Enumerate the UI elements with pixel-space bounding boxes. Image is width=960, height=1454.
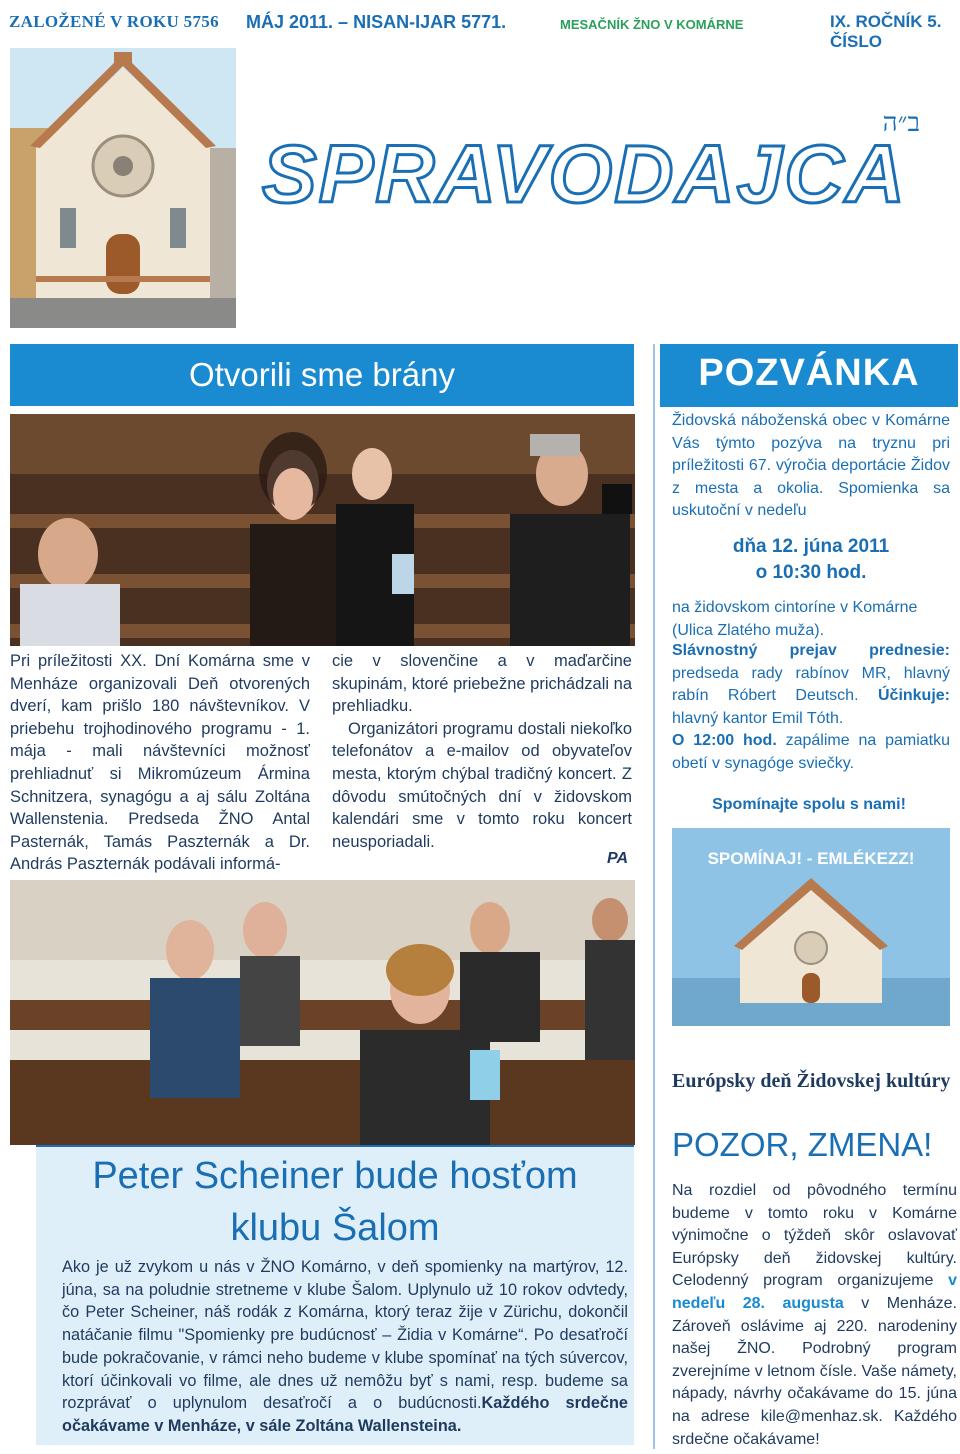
culture-day-weekday: v nedeľu: [672, 1272, 957, 1312]
culture-day-body-1: Na rozdiel od pôvodného termínu budeme v tomto roku v Komárne výnimočne o týždeň skôr oslavovať Európsky deň židovskej kultúry. Celodenný program organizujeme: [672, 1182, 957, 1290]
article-column-left: Pri príležitosti XX. Dní Komárna sme v Menháze organizovali Deň otvorených dverí, kam prišlo 180 návštevníkov. V priebehu trojhodinového programu - 1. mája - mali návštevníci možnosť prehliadnuť si Mikromúzeum Ármina Schnitzera, synagógu a aj sálu Zoltána Wallenstenia. Predseda ŽNO Antal Pasternák, Tamás Paszternák a Dr. András Paszternák podávali informá-: [10, 652, 310, 874]
issue-date: MÁJ 2011. – NISAN-IJAR 5771.: [246, 12, 507, 32]
club-article-text: [62, 1256, 628, 1438]
masthead-logo: [254, 130, 944, 220]
remembrance-poster: [672, 828, 950, 1026]
invite-text: Židovská náboženská obec v Komárne Vás týmto pozýva na tryznu pri príležitosti 67. výročia deportácie Židov z mesta a okolia. Spomienka sa uskutoční v nedeľu: [672, 412, 950, 520]
article-signature: PA: [607, 850, 629, 867]
club-article-body: Ako je už zvykom u nás v ŽNO Komárno, v deň spomienky na martýrov, 12. júna, sa na poludnie stretneme v klube Šalom. Uplynulo už 10 rokov odvtedy, čo Peter Scheiner, náš rodák z Komárna, ktorý teraz žije v Zürichu, dokončil natáčanie filmu "Spomienky pre budúcnosť – Židia v Komárne“. Po desaťročí bude pokračovanie, v rámci neho budeme v klube spomínať na tých súvercov, ktorí účinkovali vo filme, ale dnes už nemôžu byť s nami, resp. budeme sa rozprávať o uplynulom desaťročí a o budúcnosti.: [62, 1258, 628, 1413]
club-article-invitation: Každého srdečne očakávame v Menháze, v sále Zoltána Wallensteina.: [62, 1394, 628, 1435]
club-article-title: [36, 1150, 634, 1254]
masthead-title: SPRAVODAJCA: [262, 130, 907, 220]
article-title: Otvorili sme brány: [189, 356, 455, 393]
synagogue-photo: [10, 48, 236, 328]
article-column-middle: [332, 650, 632, 853]
culture-day-alert: POZOR, ZMENA!: [672, 1126, 933, 1163]
founded-label: ZALOŽENÉ V ROKU 5756: [9, 12, 219, 31]
invite-speaker: predseda rady rabínov MR, hlavný rabín Róbert Deutsch.: [672, 664, 950, 705]
invite-performer: hlavný kantor Emil Tóth.: [672, 709, 844, 727]
audience-photo: [10, 880, 635, 1145]
publication-type: MESAČNÍK ŽNO V KOMÁRNE: [560, 17, 744, 32]
invite-date: dňa 12. júna 2011: [732, 536, 890, 557]
article-paragraph: cie v slovenčine a v maďarčine skupinám, ktoré priebežne prichádzali na prehliadku.: [332, 652, 632, 716]
column-divider: [653, 344, 655, 1449]
invite-remember: Spomínajte spolu s nami!: [712, 796, 906, 813]
invite-candle-time: O 12:00 hod.: [672, 732, 777, 750]
culture-day-title: Európsky deň Židovskej kultúry: [672, 1070, 951, 1092]
culture-day-text: [672, 1180, 957, 1451]
invite-datetime: [672, 534, 950, 586]
poster-caption: SPOMÍNAJ! - EMLÉKEZZ!: [707, 849, 915, 868]
invite-candle-text: zapálime na pamiatku obetí v synagóge sviečky.: [672, 732, 950, 772]
article-paragraph: Organizátori programu dostali niekoľko telefonátov a e-mailov od obyvateľov mesta, ktorým chýbal tradičný koncert. Z dôvodu smútočných dní v židovskom kalendári sme v tomto roku koncert neusporiadali.: [332, 719, 632, 851]
issue-number: IX. ROČNÍK 5. ČÍSLO: [830, 12, 942, 51]
header-strip: [0, 0, 960, 51]
invite-performer-label: Účinkuje:: [877, 687, 950, 705]
invite-place: na židovskom cintoríne v Komárne (Ulica Zlatého muža).: [672, 599, 918, 639]
invite-speech-label: Slávnostný prejav prednesie:: [672, 642, 950, 659]
club-article-title-line: Peter Scheiner bude hosťom: [92, 1155, 578, 1197]
open-day-photo: [10, 414, 635, 646]
invite-time: o 10:30 hod.: [755, 562, 867, 583]
hebrew-abbreviation: ב״ה: [882, 108, 920, 138]
invite-program: [672, 640, 950, 776]
club-article-title-line: klubu Šalom: [230, 1207, 440, 1249]
culture-day-body-2: v Menháze. Zároveň oslávime aj 220. narodeniny našej ŽNO. Podrobný program zverejníme v letnom čísle. Vaše námety, nápady, návrhy očakávame do 15. júna na adrese kile@menhaz.sk. Každého srdečne očakávame!: [672, 1294, 957, 1448]
invite-title: POZVÁNKA: [698, 352, 920, 394]
culture-day-date: 28. augusta: [742, 1294, 844, 1312]
